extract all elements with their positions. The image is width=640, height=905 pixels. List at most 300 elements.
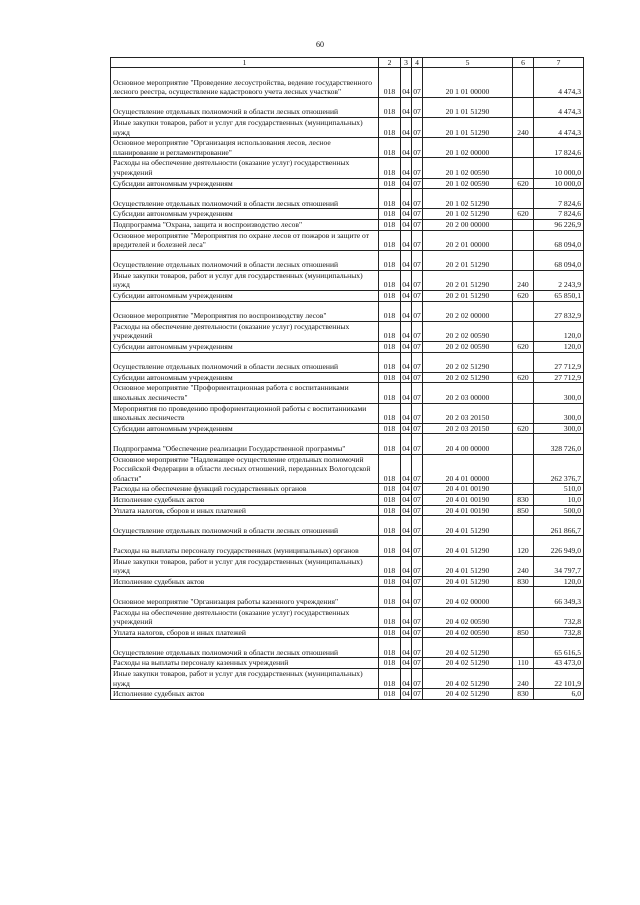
- row-section: 04: [402, 505, 410, 515]
- row-expense-type: 830: [513, 576, 534, 587]
- row-target-code: 20 2 02 00590: [423, 321, 513, 341]
- table-row: [111, 434, 584, 454]
- row-amount: 732,8: [534, 607, 584, 627]
- row-subsection: 07: [412, 587, 423, 607]
- row-section: 04: [402, 219, 410, 229]
- row-admin-code: 018: [379, 638, 401, 658]
- table-row: [111, 138, 584, 158]
- row-name: Основное мероприятие "Надлежащее осуществление отдельных полномочий Российской Федерации в области лесных отношений, переданных Вологодской области": [111, 454, 379, 484]
- row-subsection: 07: [412, 250, 423, 270]
- row-amount: 261 866,7: [534, 516, 584, 536]
- row-name: Субсидии автономным учреждениям: [111, 372, 379, 383]
- row-name: Осуществление отдельных полномочий в области лесных отношений: [111, 638, 379, 658]
- row-admin-code: 018: [379, 178, 401, 189]
- table-row: [111, 342, 584, 353]
- row-admin-code: 018: [379, 494, 401, 505]
- row-expense-type: 240: [513, 270, 534, 290]
- row-expense-type: 850: [513, 627, 534, 638]
- row-expense-type: [513, 434, 534, 454]
- row-name: Основное мероприятие "Мероприятия по воспроизводству лесов": [111, 301, 379, 321]
- table-row: [111, 607, 584, 627]
- row-section: 04: [402, 576, 410, 586]
- row-subsection: 07: [413, 291, 421, 301]
- row-name: Расходы на обеспечение деятельности (оказание услуг) государственных учреждений: [111, 321, 379, 341]
- row-amount: 300,0: [534, 403, 584, 423]
- row-expense-type: [513, 516, 534, 536]
- header-col-3: 3: [401, 58, 412, 68]
- page-number: 60: [316, 40, 324, 49]
- table-row: [111, 494, 584, 505]
- row-admin-code: 018: [379, 658, 401, 669]
- row-admin-code: 018: [379, 219, 401, 230]
- row-name: Осуществление отдельных полномочий в области лесных отношений: [111, 250, 379, 270]
- row-subsection: 07: [412, 68, 423, 98]
- row-section: 04: [402, 178, 410, 188]
- row-section: 04: [402, 658, 410, 668]
- row-expense-type: [513, 68, 534, 98]
- row-subsection: 07: [412, 536, 423, 556]
- row-subsection: 07: [412, 516, 423, 536]
- table-row: [111, 68, 584, 98]
- table-row: [111, 627, 584, 638]
- header-col-4: 4: [412, 58, 423, 68]
- row-admin-code: 018: [379, 68, 401, 98]
- row-expense-type: [513, 301, 534, 321]
- row-section: 04: [401, 587, 412, 607]
- row-section: 04: [401, 403, 412, 423]
- row-amount: 7 824,6: [534, 209, 584, 220]
- row-target-code: 20 2 01 51290: [423, 250, 513, 270]
- header-col-1: 1: [111, 58, 379, 68]
- row-subsection: 07: [412, 556, 423, 576]
- row-subsection: 07: [412, 117, 423, 137]
- row-expense-type: 620: [513, 209, 534, 220]
- row-admin-code: 018: [379, 576, 401, 587]
- row-section: 04: [401, 607, 412, 627]
- row-admin-code: 018: [379, 434, 401, 454]
- row-name: Мероприятия по проведению профориентационной работы с воспитанниками школьных лесничеств: [111, 403, 379, 423]
- row-section: 04: [402, 372, 410, 382]
- table-row: [111, 536, 584, 556]
- row-expense-type: [513, 250, 534, 270]
- row-subsection: 07: [413, 494, 421, 504]
- row-name: Уплата налогов, сборов и иных платежей: [111, 505, 379, 516]
- row-expense-type: 830: [513, 494, 534, 505]
- row-section: 04: [401, 454, 412, 484]
- row-section: 04: [401, 189, 412, 209]
- row-expense-type: 620: [513, 291, 534, 302]
- row-subsection: 07: [412, 454, 423, 484]
- row-section: 04: [401, 138, 412, 158]
- row-amount: 10,0: [534, 494, 584, 505]
- row-section: 04: [402, 689, 410, 699]
- row-target-code: 20 2 03 20150: [423, 403, 513, 423]
- row-section: 04: [401, 669, 412, 689]
- row-amount: 34 797,7: [534, 556, 584, 576]
- row-section: 04: [401, 270, 412, 290]
- row-target-code: 20 2 03 20150: [423, 423, 513, 434]
- row-section: 04: [401, 97, 412, 117]
- table-row: [111, 270, 584, 290]
- row-amount: 68 094,0: [534, 250, 584, 270]
- row-admin-code: 018: [379, 270, 401, 290]
- row-name: Исполнение судебных актов: [111, 689, 379, 700]
- table-row: [111, 189, 584, 209]
- row-amount: 732,8: [534, 627, 584, 638]
- row-amount: 328 726,0: [534, 434, 584, 454]
- table-row: [111, 505, 584, 516]
- table-row: [111, 291, 584, 302]
- table-row: [111, 403, 584, 423]
- row-subsection: 07: [413, 178, 421, 188]
- row-section: 04: [402, 291, 410, 301]
- row-expense-type: [513, 138, 534, 158]
- row-amount: 6,0: [534, 689, 584, 700]
- header-col-7: 7: [534, 58, 584, 68]
- row-subsection: 07: [413, 505, 421, 515]
- row-amount: 68 094,0: [534, 230, 584, 250]
- row-subsection: 07: [413, 209, 421, 219]
- row-section: 04: [401, 352, 412, 372]
- row-subsection: 07: [413, 342, 421, 352]
- row-name: Осуществление отдельных полномочий в области лесных отношений: [111, 352, 379, 372]
- row-target-code: 20 4 01 51290: [423, 556, 513, 576]
- row-amount: 4 474,3: [534, 68, 584, 98]
- row-target-code: 20 1 02 51290: [423, 209, 513, 220]
- row-admin-code: 018: [379, 372, 401, 383]
- row-target-code: 20 1 02 00590: [423, 178, 513, 189]
- row-admin-code: 018: [379, 158, 401, 178]
- row-subsection: 07: [412, 638, 423, 658]
- row-name: Иные закупки товаров, работ и услуг для государственных (муниципальных) нужд: [111, 117, 379, 137]
- table-row: [111, 352, 584, 372]
- row-target-code: 20 4 02 51290: [423, 689, 513, 700]
- row-name: Расходы на обеспечение деятельности (оказание услуг) государственных учреждений: [111, 607, 379, 627]
- row-subsection: 07: [412, 158, 423, 178]
- row-name: Расходы на обеспечение деятельности (оказание услуг) государственных учреждений: [111, 158, 379, 178]
- row-subsection: 07: [412, 301, 423, 321]
- row-subsection: 07: [412, 97, 423, 117]
- table-row: [111, 230, 584, 250]
- row-amount: 96 226,9: [534, 219, 584, 230]
- row-amount: 27 712,9: [534, 372, 584, 383]
- table-row: [111, 658, 584, 669]
- row-amount: 120,0: [534, 342, 584, 353]
- table-row: [111, 97, 584, 117]
- row-expense-type: 240: [513, 669, 534, 689]
- row-section: 04: [402, 209, 410, 219]
- table-body: [111, 68, 584, 700]
- row-name: Субсидии автономным учреждениям: [111, 423, 379, 434]
- row-amount: 120,0: [534, 576, 584, 587]
- row-admin-code: 018: [379, 556, 401, 576]
- row-section: 04: [402, 342, 410, 352]
- row-amount: 17 824,6: [534, 138, 584, 158]
- row-amount: 66 349,3: [534, 587, 584, 607]
- row-subsection: 07: [413, 484, 421, 494]
- table-row: [111, 301, 584, 321]
- table-row: [111, 250, 584, 270]
- table-row: [111, 158, 584, 178]
- row-target-code: 20 4 02 51290: [423, 658, 513, 669]
- row-target-code: 20 4 02 51290: [423, 669, 513, 689]
- row-section: 04: [401, 516, 412, 536]
- row-amount: 27 832,9: [534, 301, 584, 321]
- row-section: 04: [401, 230, 412, 250]
- row-expense-type: [513, 587, 534, 607]
- row-subsection: 07: [412, 607, 423, 627]
- row-expense-type: [513, 352, 534, 372]
- row-name: Расходы на выплаты персоналу государственных (муниципальных) органов: [111, 536, 379, 556]
- row-name: Субсидии автономным учреждениям: [111, 209, 379, 220]
- row-name: Расходы на обеспечение функций государственных органов: [111, 484, 379, 495]
- row-subsection: 07: [412, 403, 423, 423]
- row-amount: 300,0: [534, 423, 584, 434]
- row-admin-code: 018: [379, 536, 401, 556]
- row-expense-type: [513, 638, 534, 658]
- row-target-code: 20 2 02 00590: [423, 342, 513, 353]
- row-subsection: 07: [413, 658, 421, 668]
- row-expense-type: [513, 97, 534, 117]
- row-name: Иные закупки товаров, работ и услуг для государственных (муниципальных) нужд: [111, 669, 379, 689]
- row-target-code: 20 2 01 51290: [423, 270, 513, 290]
- header-col-6: 6: [513, 58, 534, 68]
- row-name: Основное мероприятие "Организация использования лесов, лесное планирование и регламентирование": [111, 138, 379, 158]
- row-target-code: 20 2 01 00000: [423, 230, 513, 250]
- row-section: 04: [402, 484, 410, 494]
- row-amount: 300,0: [534, 383, 584, 403]
- row-admin-code: 018: [379, 383, 401, 403]
- row-target-code: 20 4 01 00190: [423, 484, 513, 495]
- row-subsection: 07: [413, 689, 421, 699]
- row-admin-code: 018: [379, 587, 401, 607]
- row-expense-type: 240: [513, 556, 534, 576]
- row-name: Иные закупки товаров, работ и услуг для государственных (муниципальных) нужд: [111, 556, 379, 576]
- table-row: [111, 669, 584, 689]
- header-col-2: 2: [379, 58, 401, 68]
- row-amount: 27 712,9: [534, 352, 584, 372]
- row-name: Основное мероприятие "Профориентационная работа с воспитанниками школьных лесничеств": [111, 383, 379, 403]
- row-admin-code: 018: [379, 352, 401, 372]
- row-section: 04: [401, 638, 412, 658]
- row-amount: 4 474,3: [534, 117, 584, 137]
- row-subsection: 07: [413, 627, 421, 637]
- row-section: 04: [401, 250, 412, 270]
- row-target-code: 20 2 00 00000: [423, 219, 513, 230]
- row-section: 04: [401, 301, 412, 321]
- row-expense-type: [513, 484, 534, 495]
- table-header-row: [111, 58, 584, 68]
- row-target-code: 20 2 02 00000: [423, 301, 513, 321]
- row-expense-type: [513, 607, 534, 627]
- row-amount: 65 850,1: [534, 291, 584, 302]
- row-expense-type: [513, 189, 534, 209]
- row-name: Подпрограмма "Обеспечение реализации Государственной программы": [111, 434, 379, 454]
- row-admin-code: 018: [379, 454, 401, 484]
- row-target-code: 20 4 01 51290: [423, 576, 513, 587]
- row-amount: 226 949,0: [534, 536, 584, 556]
- table-row: [111, 556, 584, 576]
- row-subsection: 07: [413, 219, 421, 229]
- row-section: 04: [401, 68, 412, 98]
- row-expense-type: [513, 321, 534, 341]
- row-target-code: 20 4 01 51290: [423, 516, 513, 536]
- table-row: [111, 423, 584, 434]
- row-admin-code: 018: [379, 189, 401, 209]
- table-row: [111, 178, 584, 189]
- row-subsection: 07: [412, 270, 423, 290]
- row-target-code: 20 4 00 00000: [423, 434, 513, 454]
- row-expense-type: 620: [513, 372, 534, 383]
- row-target-code: 20 2 02 51290: [423, 352, 513, 372]
- row-expense-type: [513, 454, 534, 484]
- row-section: 04: [401, 556, 412, 576]
- row-target-code: 20 1 01 51290: [423, 97, 513, 117]
- row-subsection: 07: [412, 383, 423, 403]
- table-row: [111, 638, 584, 658]
- table-row: [111, 689, 584, 700]
- row-admin-code: 018: [379, 209, 401, 220]
- row-amount: 10 000,0: [534, 158, 584, 178]
- row-name: Исполнение судебных актов: [111, 576, 379, 587]
- row-name: Расходы на выплаты персоналу казенных учреждений: [111, 658, 379, 669]
- row-section: 04: [401, 434, 412, 454]
- row-target-code: 20 1 02 51290: [423, 189, 513, 209]
- row-admin-code: 018: [379, 516, 401, 536]
- row-admin-code: 018: [379, 250, 401, 270]
- row-amount: 2 243,9: [534, 270, 584, 290]
- row-section: 04: [401, 158, 412, 178]
- row-amount: 262 376,7: [534, 454, 584, 484]
- row-expense-type: 830: [513, 689, 534, 700]
- row-target-code: 20 1 01 00000: [423, 68, 513, 98]
- table-row: [111, 454, 584, 484]
- row-target-code: 20 2 01 51290: [423, 291, 513, 302]
- row-admin-code: 018: [379, 423, 401, 434]
- row-expense-type: 620: [513, 178, 534, 189]
- row-target-code: 20 4 01 51290: [423, 536, 513, 556]
- row-amount: 510,0: [534, 484, 584, 495]
- row-admin-code: 018: [379, 505, 401, 516]
- row-admin-code: 018: [379, 689, 401, 700]
- table-row: [111, 383, 584, 403]
- row-subsection: 07: [412, 352, 423, 372]
- row-expense-type: 120: [513, 536, 534, 556]
- row-amount: 120,0: [534, 321, 584, 341]
- row-target-code: 20 1 01 51290: [423, 117, 513, 137]
- row-amount: 43 473,0: [534, 658, 584, 669]
- row-expense-type: 850: [513, 505, 534, 516]
- row-subsection: 07: [412, 189, 423, 209]
- row-amount: 10 000,0: [534, 178, 584, 189]
- row-expense-type: [513, 383, 534, 403]
- row-amount: 4 474,3: [534, 97, 584, 117]
- row-expense-type: 240: [513, 117, 534, 137]
- table-row: [111, 516, 584, 536]
- row-amount: 7 824,6: [534, 189, 584, 209]
- row-section: 04: [402, 627, 410, 637]
- row-section: 04: [402, 423, 410, 433]
- row-section: 04: [401, 117, 412, 137]
- row-name: Основное мероприятие "Проведение лесоустройства, ведение государственного лесного реестра, осуществление кадастрового учета лесных участков": [111, 68, 379, 98]
- row-expense-type: 620: [513, 423, 534, 434]
- row-admin-code: 018: [379, 321, 401, 341]
- row-subsection: 07: [412, 321, 423, 341]
- row-target-code: 20 4 02 00590: [423, 607, 513, 627]
- table-row: [111, 209, 584, 220]
- row-subsection: 07: [412, 230, 423, 250]
- table-row: [111, 576, 584, 587]
- row-section: 04: [401, 383, 412, 403]
- row-target-code: 20 2 02 51290: [423, 372, 513, 383]
- row-subsection: 07: [412, 669, 423, 689]
- row-target-code: 20 1 02 00000: [423, 138, 513, 158]
- row-admin-code: 018: [379, 230, 401, 250]
- budget-table: [110, 57, 584, 700]
- row-name: Основное мероприятие "Мероприятия по охране лесов от пожаров и защите от вредителей и болезней леса": [111, 230, 379, 250]
- row-admin-code: 018: [379, 669, 401, 689]
- row-admin-code: 018: [379, 342, 401, 353]
- row-expense-type: 620: [513, 342, 534, 353]
- row-admin-code: 018: [379, 627, 401, 638]
- row-target-code: 20 4 02 51290: [423, 638, 513, 658]
- row-target-code: 20 4 02 00000: [423, 587, 513, 607]
- row-target-code: 20 2 03 00000: [423, 383, 513, 403]
- row-target-code: 20 4 01 00190: [423, 505, 513, 516]
- table-row: [111, 484, 584, 495]
- table-row: [111, 372, 584, 383]
- row-amount: 22 101,9: [534, 669, 584, 689]
- row-subsection: 07: [413, 423, 421, 433]
- row-subsection: 07: [412, 138, 423, 158]
- row-expense-type: [513, 403, 534, 423]
- row-name: Осуществление отдельных полномочий в области лесных отношений: [111, 516, 379, 536]
- row-subsection: 07: [413, 372, 421, 382]
- row-expense-type: [513, 219, 534, 230]
- row-name: Уплата налогов, сборов и иных платежей: [111, 627, 379, 638]
- table-row: [111, 219, 584, 230]
- row-target-code: 20 1 02 00590: [423, 158, 513, 178]
- row-admin-code: 018: [379, 97, 401, 117]
- row-subsection: 07: [412, 434, 423, 454]
- row-admin-code: 018: [379, 138, 401, 158]
- row-name: Субсидии автономным учреждениям: [111, 342, 379, 353]
- row-target-code: 20 4 01 00000: [423, 454, 513, 484]
- row-name: Осуществление отдельных полномочий в области лесных отношений: [111, 189, 379, 209]
- table-row: [111, 117, 584, 137]
- table-row: [111, 587, 584, 607]
- row-expense-type: [513, 158, 534, 178]
- row-expense-type: [513, 230, 534, 250]
- row-amount: 65 616,5: [534, 638, 584, 658]
- row-name: Субсидии автономным учреждениям: [111, 291, 379, 302]
- row-section: 04: [401, 321, 412, 341]
- row-target-code: 20 4 01 00190: [423, 494, 513, 505]
- row-section: 04: [402, 494, 410, 504]
- row-target-code: 20 4 02 00590: [423, 627, 513, 638]
- row-name: Субсидии автономным учреждениям: [111, 178, 379, 189]
- row-admin-code: 018: [379, 403, 401, 423]
- row-admin-code: 018: [379, 117, 401, 137]
- row-admin-code: 018: [379, 484, 401, 495]
- row-name: Подпрограмма "Охрана, защита и воспроизводство лесов": [111, 219, 379, 230]
- row-admin-code: 018: [379, 607, 401, 627]
- row-admin-code: 018: [379, 291, 401, 302]
- row-amount: 500,0: [534, 505, 584, 516]
- header-col-5: 5: [423, 58, 513, 68]
- row-name: Осуществление отдельных полномочий в области лесных отношений: [111, 97, 379, 117]
- row-name: Исполнение судебных актов: [111, 494, 379, 505]
